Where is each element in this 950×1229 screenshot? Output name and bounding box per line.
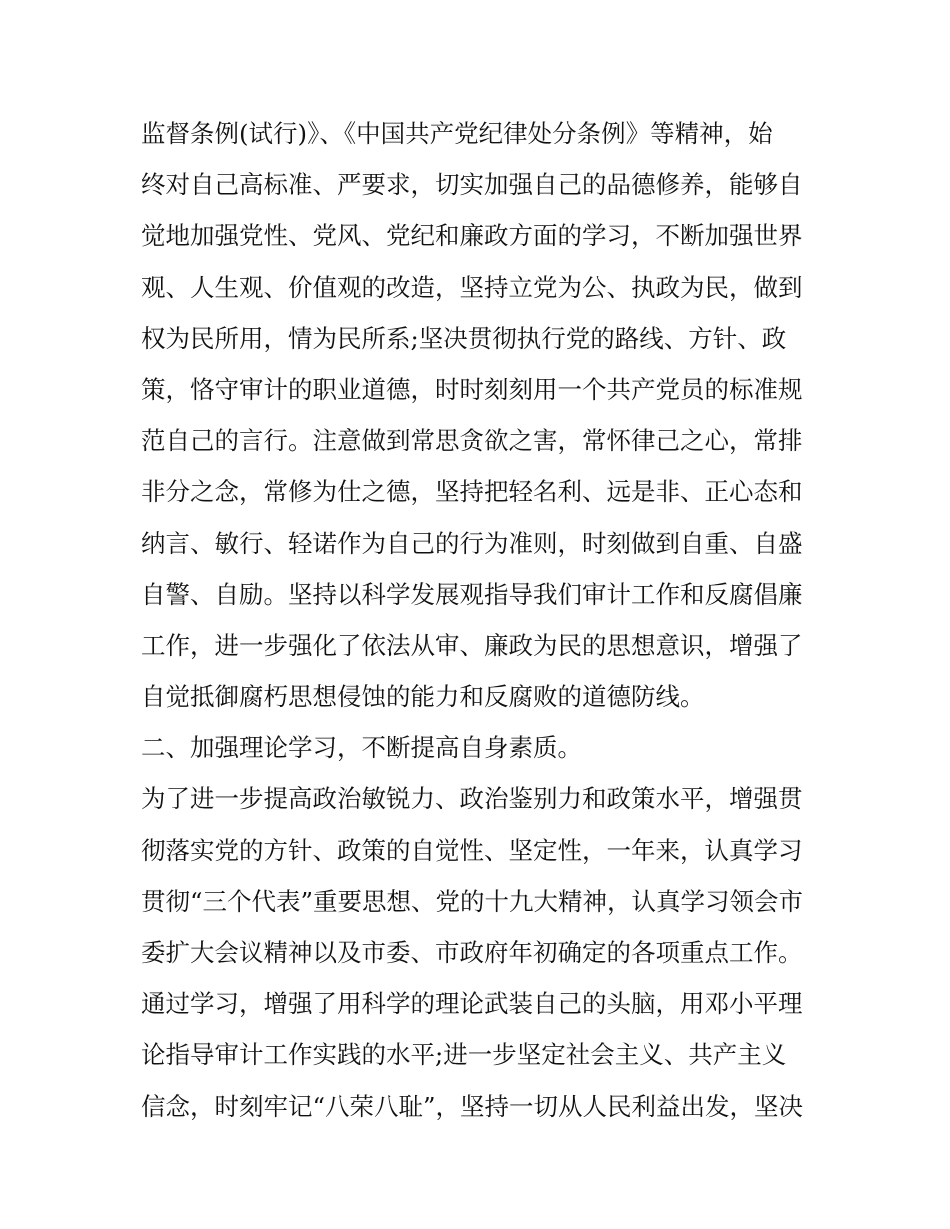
text-line: 觉地加强党性、党风、党纪和廉政方面的学习，不断加强世界 <box>141 221 803 251</box>
text-line: 为了进一步提高政治敏锐力、政治鉴别力和政策水平，增强贯 <box>141 784 803 814</box>
text-line: 观、人生观、价值观的改造，坚持立党为公、执政为民，做到 <box>141 272 803 302</box>
text-line: 策，恪守审计的职业道德，时时刻刻用一个共产党员的标准规 <box>141 374 803 404</box>
text-line: 终对自己高标准、严要求，切实加强自己的品德修养，能够自 <box>141 170 803 200</box>
text-line: 自警、自励。坚持以科学发展观指导我们审计工作和反腐倡廉 <box>141 579 803 609</box>
text-line: 监督条例(试行)》、《中国共产党纪律处分条例》等精神，始 <box>141 119 773 148</box>
text-line: 范自己的言行。注意做到常思贪欲之害，常怀律己之心，常排 <box>141 426 803 456</box>
text-line: 彻落实党的方针、政策的自觉性、坚定性，一年来，认真学习 <box>141 835 803 865</box>
text-line: 委扩大会议精神以及市委、市政府年初确定的各项重点工作。 <box>141 938 803 967</box>
text-line: 自觉抵御腐朽思想侵蚀的能力和反腐败的道德防线。 <box>141 682 705 712</box>
document-body <box>141 108 821 1132</box>
text-line: 非分之念，常修为仕之德，坚持把轻名利、远是非、正心态和 <box>141 477 803 507</box>
text-line: 权为民所用，情为民所系;坚决贯彻执行党的路线、方针、政 <box>141 323 787 353</box>
text-line: 论指导审计工作实践的水平;进一步坚定社会主义、共产主义 <box>141 1040 787 1070</box>
section-heading: 二、加强理论学习，不断提高自身素质。 <box>141 733 582 763</box>
text-line: 信念，时刻牢记“八荣八耻”，坚持一切从人民利益出发，坚决 <box>141 1091 804 1121</box>
text-line: 通过学习，增强了用科学的理论武装自己的头脑，用邓小平理 <box>141 989 803 1019</box>
text-line: 纳言、敏行、轻诺作为自己的行为准则，时刻做到自重、自盛 <box>141 528 803 558</box>
text-line: 贯彻“三个代表”重要思想、党的十九大精神，认真学习领会市 <box>141 886 804 916</box>
text-line: 工作，进一步强化了依法从审、廉政为民的思想意识，增强了 <box>141 630 803 660</box>
